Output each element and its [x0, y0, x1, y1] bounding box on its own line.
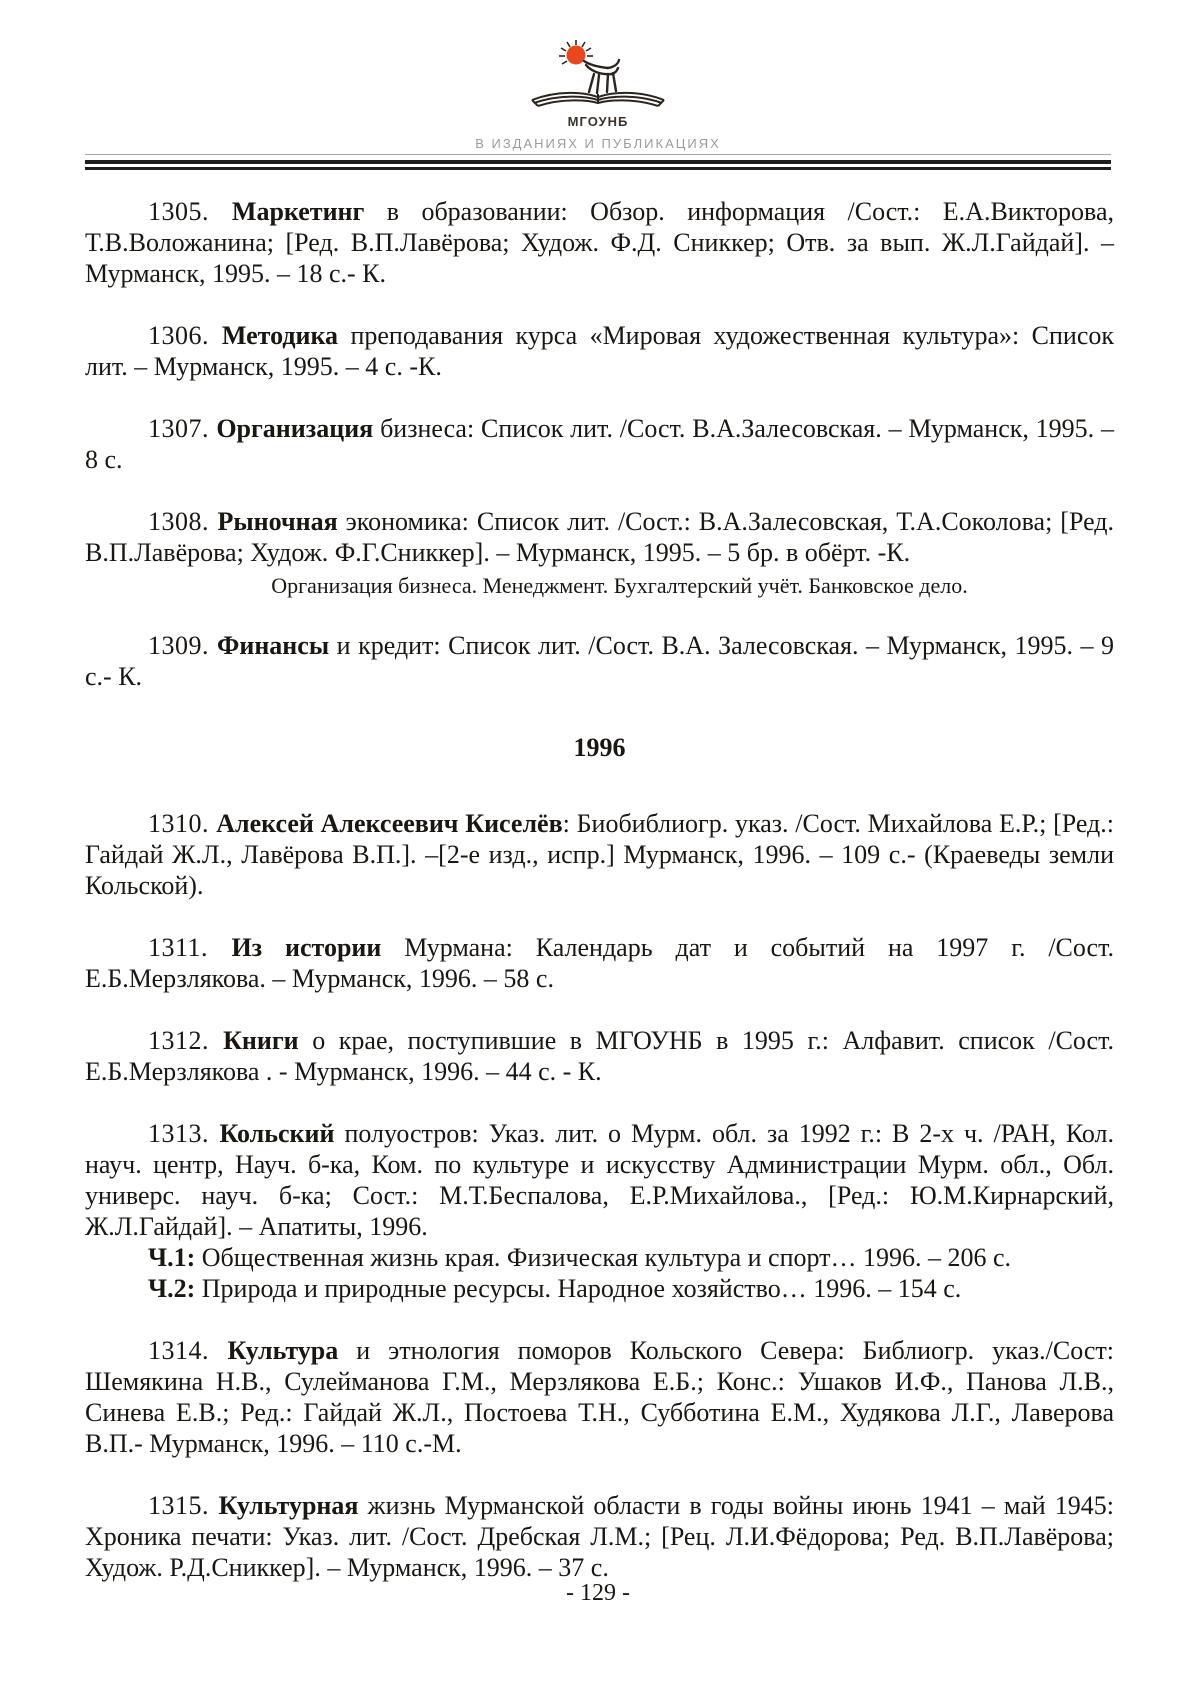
page-footer — [0, 1580, 1196, 1607]
entry-lead: Из истории — [231, 933, 382, 962]
entry-lead: Культура — [227, 1336, 339, 1365]
entry-number: 1312. — [148, 1026, 224, 1055]
bibliography-content — [85, 196, 1114, 1583]
entry-lead: Финансы — [217, 631, 330, 660]
page-number: - 129 - — [566, 1580, 630, 1606]
entry-number: 1309. — [148, 631, 218, 660]
part-label: Ч.1: — [148, 1243, 202, 1272]
entry-number: 1314. — [148, 1336, 228, 1365]
entry-note: Организация бизнеса. Менеджмент. Бухгалтерский учёт. Банковское дело. — [271, 573, 968, 598]
part-label: Ч.2: — [148, 1274, 202, 1303]
entry-lead: Культурная — [218, 1491, 359, 1520]
entry-part — [85, 1273, 1114, 1304]
entry-parts — [85, 1242, 1114, 1304]
entry-number: 1310. — [148, 809, 217, 838]
entry-text: бизнеса: Список лит. /Сост. В.А.Залесовская. – Мурманск, 1995. – 8 с. — [85, 414, 1114, 474]
entry — [85, 196, 1114, 289]
page-header — [0, 0, 1196, 170]
entry-text: о крае, поступившие в МГОУНБ в 1995 г.: Алфавит. список /Сост. Е.Б.Мерзлякова . - Мурманск, 1996. – 44 с. - К. — [85, 1026, 1115, 1086]
entry-text: полуостров: Указ. лит. о Мурм. обл. за 1992 г.: В 2-х ч. /РАН, Кол. науч. центр, Науч. б-ка, Ком. по культуре и искусству Администрации Мурм. обл., Обл. универс. науч. б-ка; Сост.: М.Т.Беспалова, Е.Р.Михайлова., [Ред.: Ю.М.Кирнарский, Ж.Л.Гайдай]. – Апатиты, 1996. — [85, 1119, 1115, 1241]
entry-number: 1311. — [148, 933, 232, 962]
part-text: Общественная жизнь края. Физическая культура и спорт… 1996. – 206 с. — [201, 1243, 1012, 1272]
entry — [85, 1490, 1114, 1583]
entry — [85, 320, 1114, 382]
entry-lead: Книги — [223, 1026, 299, 1055]
entry — [85, 506, 1114, 568]
entry-lead: Рыночная — [217, 507, 338, 536]
entry — [85, 413, 1114, 475]
part-text: Природа и природные ресурсы. Народное хозяйство… 1996. – 154 с. — [201, 1274, 962, 1303]
entry — [85, 932, 1114, 994]
entry-text: Мурмана: Календарь дат и событий на 1997 г. /Сост. Е.Б.Мерзлякова. – Мурманск, 1996. – 58 с. — [85, 933, 1114, 993]
entry-text: : Биобиблиогр. указ. /Сост. Михайлова Е.Р.; [Ред.: Гайдай Ж.Л., Лавёрова В.П.]. –[2-е изд., испр.] Мурманск, 1996. – 109 с.- (Краеведы земли Кольской). — [85, 809, 1114, 900]
entry-number: 1306. — [148, 321, 222, 350]
entry-number: 1308. — [148, 507, 218, 536]
entry-lead: Маркетинг — [231, 197, 365, 226]
reindeer-book-logo-icon — [518, 34, 678, 112]
entry — [85, 808, 1114, 901]
entry-text: в образовании: Обзор. информация /Сост.: Е.А.Викторова, Т.В.Воложанина; [Ред. В.П.Лавёрова; Худож. Ф.Д. Сниккер; Отв. за вып. Ж.Л.Гайдай]. – Мурманск, 1995. – 18 с.- К. — [85, 197, 1114, 288]
entry-number: 1305. — [148, 197, 232, 226]
entry-part — [85, 1242, 1114, 1273]
entry — [85, 1335, 1114, 1459]
double-rule — [85, 160, 1111, 170]
entry-text: преподавания курса «Мировая художественная культура»: Список лит. – Мурманск, 1995. – 4 с. -К. — [85, 321, 1114, 381]
entry-text: и кредит: Список лит. /Сост. В.А. Залесовская. – Мурманск, 1995. – 9 с.- К. — [85, 631, 1115, 691]
entry-lead: Методика — [221, 321, 339, 350]
library-logo — [503, 34, 693, 112]
entry — [85, 630, 1114, 692]
entry-text: и этнология поморов Кольского Севера: Библиогр. указ./Сост: Шемякина Н.В., Сулейманова Г.М., Мерзлякова Е.Б.; Конс.: Ушаков И.Ф., Панова Л.В., Синева Е.В.; Ред.: Гайдай Ж.Л., Постоева Т.Н., Субботина Е.М., Худякова Л.Г., Лаверова В.П.- Мурманск, 1996. – 110 с.-М. — [85, 1336, 1114, 1458]
banner-row — [85, 135, 1111, 155]
entry-lead: Алексей Алексеевич Киселёв — [216, 809, 563, 838]
logo-caption: МГОУНБ — [567, 114, 629, 129]
entry-text: жизнь Мурманской области в годы войны июнь 1941 – май 1945: Хроника печати: Указ. лит. /Сост. Дребская Л.М.; [Рец. Л.И.Фёдорова; Ред. В.П.Лавёрова; Худож. Р.Д.Сниккер]. – Мурманск, 1996. – 37 с. — [85, 1491, 1115, 1582]
banner-text: В ИЗДАНИЯХ И ПУБЛИКАЦИЯХ — [465, 136, 731, 151]
entry — [85, 1118, 1114, 1242]
entry-text: экономика: Список лит. /Сост.: В.А.Залесовская, Т.А.Соколова; [Ред. В.П.Лавёрова; Худож. Ф.Г.Сниккер]. – Мурманск, 1995. – 5 бр. в обёрт. -К. — [85, 507, 1114, 567]
entry-number: 1315. — [148, 1491, 219, 1520]
entry — [85, 1025, 1114, 1087]
year-heading: 1996 — [573, 733, 626, 762]
entry-number: 1313. — [148, 1119, 220, 1148]
entry-lead: Организация — [216, 414, 374, 443]
entry-lead: Кольский — [219, 1119, 335, 1148]
entry-number: 1307. — [148, 414, 217, 443]
